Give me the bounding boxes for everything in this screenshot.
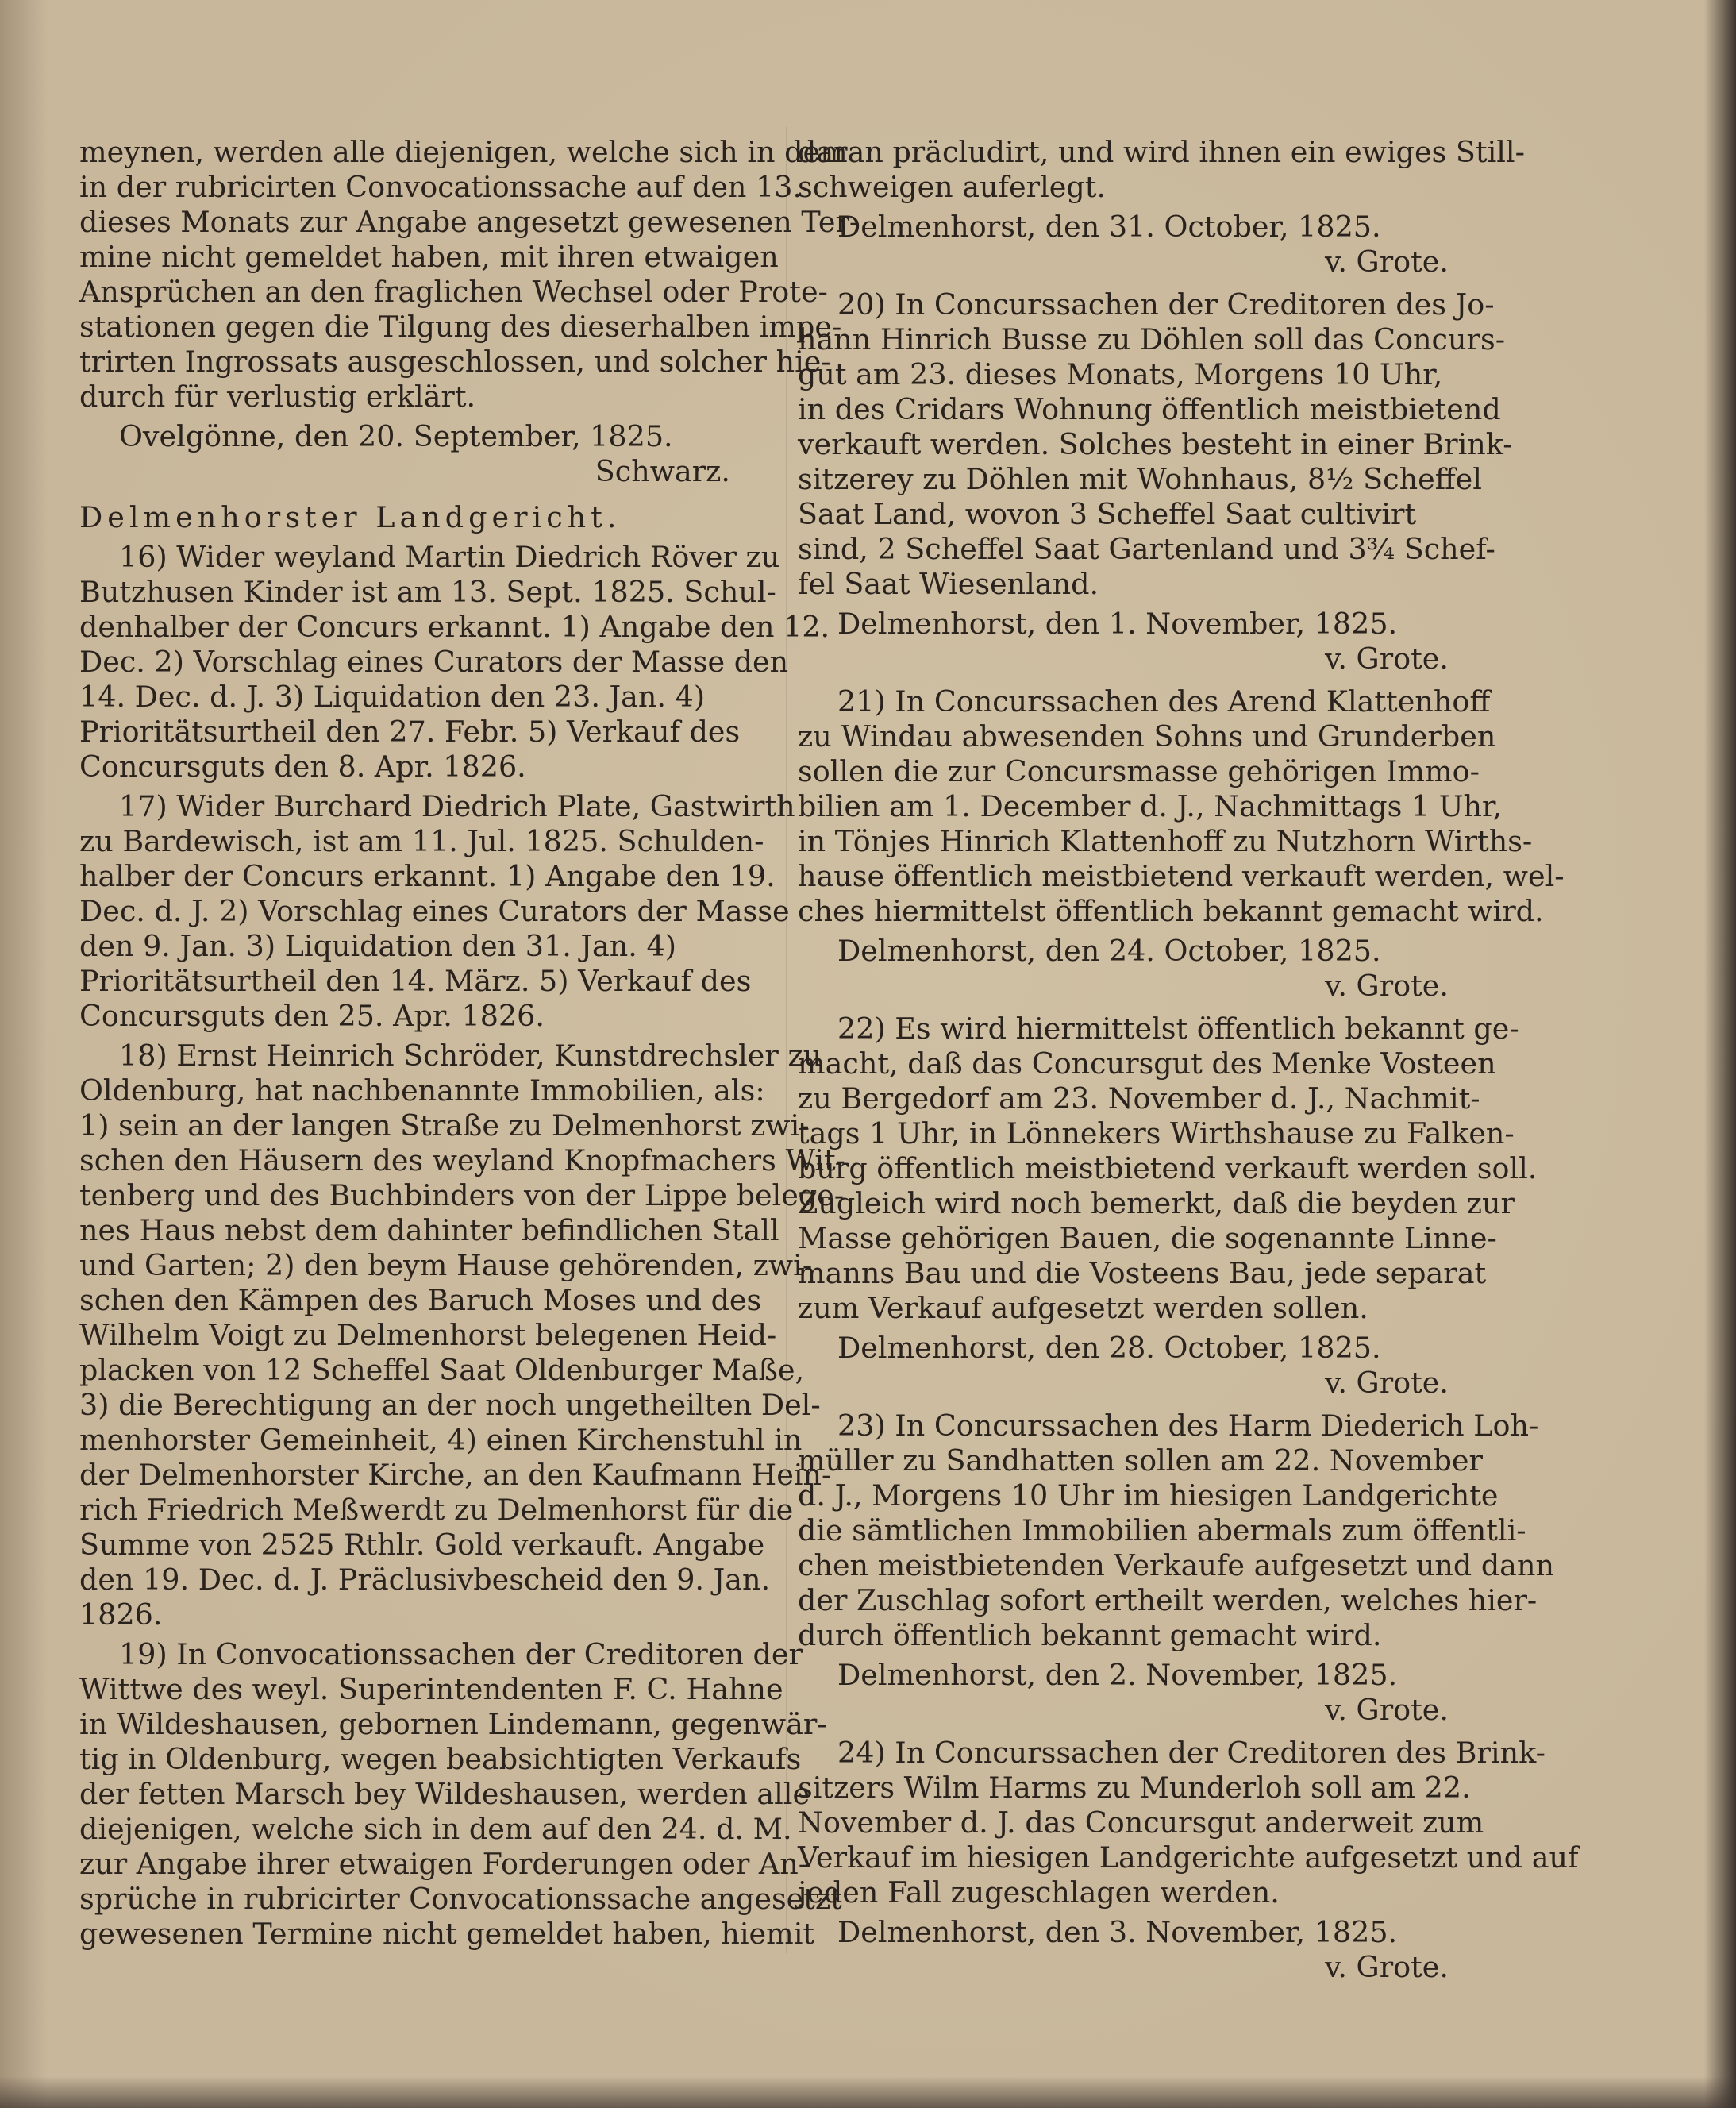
text-line: schweigen auferlegt.	[798, 170, 1107, 204]
text-line: der Zuschlag sofort ertheilt werden, welches hier-	[798, 1583, 1538, 1617]
notice-date: Ovelgönne, den 20. September, 1825.	[119, 419, 673, 453]
notice-signature: v. Grote.	[1325, 1950, 1449, 1984]
notice-date: Delmenhorst, den 1. November, 1825.	[837, 607, 1398, 641]
notice-signature: v. Grote.	[1325, 1693, 1449, 1727]
text-line: Masse gehörigen Bauen, die sogenannte Linne-	[798, 1221, 1497, 1255]
text-line: Concursguts den 25. Apr. 1826.	[79, 999, 545, 1033]
text-line: sprüche in rubricirter Convocationssache angesetzt	[79, 1882, 842, 1916]
text-line: 22) Es wird hiermittelst öffentlich bekannt ge-	[837, 1012, 1519, 1046]
text-line: den 9. Jan. 3) Liquidation den 31. Jan. 4)	[79, 929, 676, 963]
text-line: 1) sein an der langen Straße zu Delmenhorst zwi-	[79, 1108, 810, 1143]
text-line: fel Saat Wiesenland.	[798, 567, 1099, 601]
text-line: 17) Wider Burchard Diedrich Plate, Gastwirth	[119, 789, 795, 823]
text-line: macht, daß das Concursgut des Menke Vosteen	[798, 1046, 1496, 1081]
text-line: sitzers Wilm Harms zu Munderloh soll am 22.	[798, 1771, 1471, 1805]
text-line: der fetten Marsch bey Wildeshausen, werden alle	[79, 1777, 810, 1811]
right-column	[798, 135, 1579, 1993]
section-heading: Delmenhorster Landgericht.	[79, 500, 622, 534]
notice-19	[79, 1637, 842, 1952]
text-line: jeden Fall zugeschlagen werden.	[798, 1875, 1280, 1910]
notice-date: Delmenhorst, den 2. November, 1825.	[837, 1658, 1398, 1692]
notice-19-continued	[798, 135, 1525, 205]
notice-signature: v. Grote.	[1325, 969, 1449, 1003]
notice-date: Delmenhorst, den 24. October, 1825.	[837, 934, 1381, 968]
text-line: der Delmenhorster Kirche, an den Kaufmann Hein-	[79, 1458, 832, 1492]
text-line: in Tönjes Hinrich Klattenhoff zu Nutzhorn Wirths-	[798, 824, 1533, 858]
notice-24	[798, 1736, 1579, 1910]
page-bottom-shadow	[0, 2076, 1736, 2108]
text-line: Prioritätsurtheil den 14. März. 5) Verkauf des	[79, 964, 752, 998]
text-line: 19) In Convocationssachen der Creditoren der	[119, 1637, 803, 1671]
notice-date: Delmenhorst, den 31. October, 1825.	[837, 210, 1381, 244]
text-line: sind, 2 Scheffel Saat Gartenland und 3¾ Schef-	[798, 532, 1495, 566]
text-line: halber der Concurs erkannt. 1) Angabe den 19.	[79, 859, 776, 893]
text-line: 23) In Concurssachen des Harm Diederich Loh-	[837, 1409, 1539, 1443]
text-line: mine nicht gemeldet haben, mit ihren etwaigen	[79, 240, 779, 274]
text-line: hann Hinrich Busse zu Döhlen soll das Concurs-	[798, 322, 1506, 356]
notice-date: Delmenhorst, den 28. October, 1825.	[837, 1331, 1381, 1365]
notice-date: Delmenhorst, den 3. November, 1825.	[837, 1915, 1398, 1949]
text-line: tags 1 Uhr, in Lönnekers Wirthshause zu Falken-	[798, 1116, 1515, 1150]
text-line: dieses Monats zur Angabe angesetzt gewesenen Ter-	[79, 205, 860, 239]
text-line: hause öffentlich meistbietend verkauft werden, wel-	[798, 859, 1565, 893]
text-line: tenberg und des Buchbinders von der Lippe belege-	[79, 1178, 845, 1212]
text-line: durch für verlustig erklärt.	[79, 380, 476, 414]
text-line: Verkauf im hiesigen Landgerichte aufgesetzt und auf	[798, 1840, 1579, 1875]
text-line: gut am 23. dieses Monats, Morgens 10 Uhr,	[798, 357, 1443, 391]
text-line: sitzerey zu Döhlen mit Wohnhaus, 8½ Scheffel	[798, 462, 1482, 496]
text-line: zum Verkauf aufgesetzt werden sollen.	[798, 1291, 1368, 1325]
text-line: meynen, werden alle diejenigen, welche sich in dem	[79, 135, 848, 169]
text-line: Oldenburg, hat nachbenannte Immobilien, als:	[79, 1073, 765, 1108]
text-line: Wittwe des weyl. Superintendenten F. C. Hahne	[79, 1672, 783, 1706]
notice-21	[798, 684, 1565, 929]
notice-22	[798, 1012, 1538, 1326]
text-line: 21) In Concurssachen des Arend Klattenhoff	[837, 684, 1491, 719]
text-line: 18) Ernst Heinrich Schröder, Kunstdrechsler zu	[119, 1039, 822, 1073]
text-line: in der rubricirten Convocationssache auf den 13.	[79, 170, 803, 204]
text-line: Dec. d. J. 2) Vorschlag eines Curators der Masse	[79, 894, 790, 928]
text-line: Concursguts den 8. Apr. 1826.	[79, 750, 526, 784]
text-line: d. J., Morgens 10 Uhr im hiesigen Landgerichte	[798, 1478, 1499, 1513]
text-line: manns Bau und die Vosteens Bau, jede separat	[798, 1256, 1487, 1290]
text-line: placken von 12 Scheffel Saat Oldenburger Maße,	[79, 1353, 805, 1387]
text-line: Summe von 2525 Rthlr. Gold verkauft. Angabe	[79, 1528, 765, 1562]
text-line: chen meistbietenden Verkaufe aufgesetzt und dann	[798, 1548, 1554, 1582]
notice-23	[798, 1409, 1554, 1653]
text-line: zu Bergedorf am 23. November d. J., Nachmit-	[798, 1081, 1480, 1116]
notice-signature: v. Grote.	[1325, 1366, 1449, 1400]
text-line: Butzhusen Kinder ist am 13. Sept. 1825. Schul-	[79, 575, 776, 609]
text-line: nes Haus nebst dem dahinter befindlichen Stall	[79, 1213, 779, 1247]
text-line: 16) Wider weyland Martin Diedrich Röver zu	[119, 540, 780, 574]
text-line: sollen die zur Concursmasse gehörigen Immo-	[798, 754, 1480, 788]
page-edge-shadow	[1704, 0, 1736, 2108]
text-line: zu Windau abwesenden Sohns und Grunderben	[798, 719, 1496, 753]
text-line: 1826.	[79, 1597, 163, 1632]
text-line: und Garten; 2) den beym Hause gehörenden, zwi-	[79, 1248, 813, 1282]
text-line: 20) In Concurssachen der Creditoren des Jo-	[837, 287, 1495, 322]
notice-20	[798, 287, 1513, 602]
text-line: müller zu Sandhatten sollen am 22. November	[798, 1443, 1483, 1478]
text-line: denhalber der Concurs erkannt. 1) Angabe den 12.	[79, 610, 830, 644]
text-line: daran präcludirt, und wird ihnen ein ewiges Still-	[798, 135, 1525, 169]
text-line: in des Cridars Wohnung öffentlich meistbietend	[798, 392, 1501, 426]
text-line: die sämtlichen Immobilien abermals zum öffentli-	[798, 1513, 1526, 1547]
intro-notice	[79, 135, 860, 414]
text-line: gewesenen Termine nicht gemeldet haben, hiemit	[79, 1917, 815, 1951]
notice-16	[79, 540, 830, 784]
text-line: schen den Kämpen des Baruch Moses und des	[79, 1283, 762, 1317]
text-line: zu Bardewisch, ist am 11. Jul. 1825. Schulden-	[79, 824, 764, 858]
text-line: Saat Land, wovon 3 Scheffel Saat cultivirt	[798, 497, 1417, 531]
text-line: zur Angabe ihrer etwaigen Forderungen oder An-	[79, 1847, 809, 1881]
text-line: 24) In Concurssachen der Creditoren des Brink-	[837, 1736, 1545, 1770]
text-line: rich Friedrich Meßwerdt zu Delmenhorst für die	[79, 1493, 794, 1527]
text-line: November d. J. das Concursgut anderweit zum	[798, 1805, 1484, 1840]
notice-signature: Schwarz.	[595, 454, 730, 488]
text-line: durch öffentlich bekannt gemacht wird.	[798, 1618, 1382, 1652]
text-line: diejenigen, welche sich in dem auf den 24. d. M.	[79, 1812, 792, 1846]
notice-18	[79, 1039, 846, 1632]
text-line: den 19. Dec. d. J. Präclusivbescheid den 9. Jan.	[79, 1563, 771, 1597]
notice-signature: v. Grote.	[1325, 245, 1449, 279]
text-line: in Wildeshausen, gebornen Lindemann, gegenwär-	[79, 1707, 827, 1741]
text-line: Wilhelm Voigt zu Delmenhorst belegenen Heid-	[79, 1318, 777, 1352]
text-line: verkauft werden. Solches besteht in einer Brink-	[798, 427, 1513, 461]
left-column	[79, 135, 860, 1956]
text-line: tig in Oldenburg, wegen beabsichtigten Verkaufs	[79, 1742, 802, 1776]
text-line: menhorster Gemeinheit, 4) einen Kirchenstuhl in	[79, 1423, 803, 1457]
text-line: Zugleich wird noch bemerkt, daß die beyden zur	[798, 1186, 1515, 1220]
text-line: trirten Ingrossats ausgeschlossen, und solcher hie-	[79, 345, 831, 379]
text-line: Ansprüchen an den fraglichen Wechsel oder Prote-	[79, 275, 828, 309]
notice-17	[79, 789, 795, 1034]
notice-signature: v. Grote.	[1325, 642, 1449, 676]
text-line: 14. Dec. d. J. 3) Liquidation den 23. Jan. 4)	[79, 680, 706, 714]
text-line: bilien am 1. December d. J., Nachmittags 1 Uhr,	[798, 789, 1503, 823]
text-line: Dec. 2) Vorschlag eines Curators der Masse den	[79, 645, 789, 679]
text-line: Prioritätsurtheil den 27. Febr. 5) Verkauf des	[79, 715, 741, 749]
text-line: ches hiermittelst öffentlich bekannt gemacht wird.	[798, 894, 1544, 928]
text-line: burg öffentlich meistbietend verkauft werden soll.	[798, 1151, 1538, 1185]
text-line: schen den Häusern des weyland Knopfmachers Wit-	[79, 1143, 846, 1177]
text-line: 3) die Berechtigung an der noch ungetheilten Del-	[79, 1388, 821, 1422]
text-line: stationen gegen die Tilgung des dieserhalben impe-	[79, 310, 842, 344]
